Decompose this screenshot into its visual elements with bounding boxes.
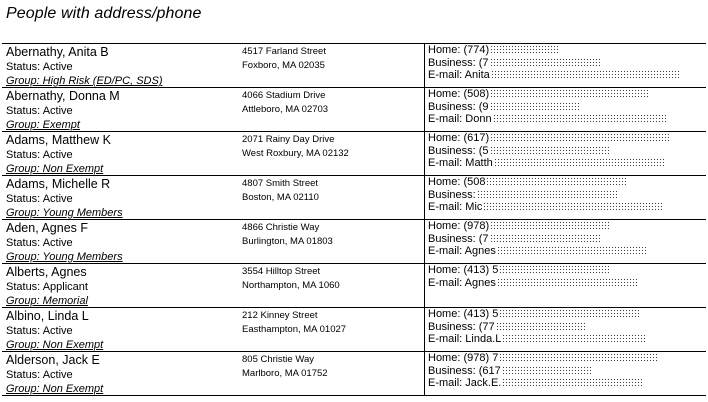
contact-line [428,101,707,114]
redacted-value [483,202,663,212]
person-contacts [424,44,707,87]
redacted-value [477,190,617,200]
person-address [242,177,422,205]
contact-list [425,44,707,82]
contact-label: Business: (7 [428,232,489,245]
address-line1: 212 Kinney Street [242,310,318,321]
contact-label: E-mail: Linda.L [428,333,502,346]
contact-line [428,88,707,101]
redacted-value [497,246,647,256]
contact-line [428,57,707,70]
redacted-value [490,89,650,99]
person-contacts [424,88,707,131]
redacted-value [499,309,639,319]
address-line2: Northampton, MA 1060 [242,280,340,291]
address-line2: Boston, MA 02110 [242,192,319,203]
redacted-value [499,265,609,275]
contact-label: Business: (5 [428,144,489,157]
contact-label: E-mail: Mic [428,201,483,214]
contact-line [428,377,707,390]
redacted-value [491,70,681,80]
person-info [6,133,236,176]
contact-label: Business: (617 [428,364,501,377]
contact-label: Home: (774) [428,44,490,57]
person-name: Abernathy, Anita B [6,45,109,59]
person-row [2,131,706,175]
contact-label: E-mail: Matth [428,157,493,170]
person-name: Aden, Agnes F [6,221,89,235]
person-info [6,45,236,88]
contact-list [425,88,707,126]
contact-list [425,220,707,258]
contact-line [428,233,707,246]
person-address [242,309,422,337]
person-name: Adams, Matthew K [6,133,111,147]
address-line1: 4866 Christie Way [242,222,320,233]
contact-label: Home: (508 [428,176,486,189]
person-group: Group: Non Exempt [6,339,104,351]
person-address [242,133,422,161]
person-group: Group: Young Members [6,251,123,263]
redacted-value [499,353,659,363]
contact-line [428,113,707,126]
person-name: Alberts, Agnes [6,265,87,279]
person-row [2,351,706,396]
address-line2: West Roxbury, MA 02132 [242,148,349,159]
contact-label: Home: (508) [428,88,490,101]
contact-line [428,308,707,321]
person-info [6,309,236,352]
contact-label: Home: (413) 5 [428,264,499,277]
person-address [242,45,422,73]
person-name: Alderson, Jack E [6,353,100,367]
contact-line [428,44,707,57]
person-group: Group: Young Members [6,207,123,219]
redacted-value [490,133,670,143]
redacted-value [486,177,626,187]
person-row [2,175,706,219]
contact-list [425,264,707,289]
contact-label: E-mail: Donn [428,113,492,126]
address-line1: 4066 Stadium Drive [242,90,326,101]
address-line1: 805 Christie Way [242,354,314,365]
person-status: Status: Active [6,61,73,73]
person-info [6,353,236,396]
redacted-value [493,114,668,124]
person-contacts [424,352,707,395]
person-info [6,265,236,308]
redacted-value [494,158,664,168]
person-group: Group: Exempt [6,119,80,131]
contact-line [428,69,707,82]
person-contacts [424,176,707,219]
address-line1: 4807 Smith Street [242,178,319,189]
contact-label: Home: (617) [428,132,490,145]
contact-line [428,220,707,233]
contact-label: Business: (77 [428,320,495,333]
person-contacts [424,308,707,351]
report-title: People with address/phone [6,5,202,22]
contact-label: Business: (9 [428,100,489,113]
person-status: Status: Active [6,237,73,249]
person-group: Group: High Risk (ED/PC, SDS) [6,75,163,87]
contact-line [428,201,707,214]
person-contacts [424,264,707,307]
contact-line [428,365,707,378]
contact-line [428,277,707,290]
person-info [6,177,236,220]
address-line2: Foxboro, MA 02035 [242,60,325,71]
person-status: Status: Active [6,193,73,205]
contact-line [428,333,707,346]
redacted-value [490,234,600,244]
redacted-value [497,278,637,288]
contact-line [428,157,707,170]
contact-label: Home: (978) 7 [428,352,499,365]
contact-label: Home: (978) [428,220,490,233]
contact-label: E-mail: Agnes [428,245,496,258]
contact-line [428,264,707,277]
person-info [6,89,236,132]
person-status: Status: Active [6,325,73,337]
redacted-value [490,146,610,156]
contact-label: E-mail: Jack.E. [428,377,502,390]
person-name: Abernathy, Donna M [6,89,120,103]
redacted-value [502,366,592,376]
address-line2: Attleboro, MA 02703 [242,104,329,115]
contact-line [428,176,707,189]
contact-line [428,352,707,365]
person-row [2,263,706,307]
address-line1: 4517 Farland Street [242,46,326,57]
person-row [2,219,706,263]
person-row [2,43,706,87]
contact-list [425,176,707,214]
person-status: Status: Active [6,149,73,161]
person-status: Status: Active [6,369,73,381]
contact-label: Business: [428,188,476,201]
address-line2: Marlboro, MA 01752 [242,368,328,379]
address-line1: 3554 Hilltop Street [242,266,321,277]
person-status: Status: Active [6,105,73,117]
contact-label: E-mail: Agnes [428,276,496,289]
contact-list [425,132,707,170]
people-list [2,43,706,396]
redacted-value [490,102,580,112]
redacted-value [490,221,610,231]
person-address [242,221,422,249]
address-line2: Burlington, MA 01803 [242,236,333,247]
contact-label: Business: (7 [428,56,489,69]
contact-label: Home: (413) 5 [428,308,499,321]
person-address [242,265,422,293]
person-row [2,307,706,351]
redacted-value [490,45,560,55]
person-address [242,353,422,381]
person-contacts [424,220,707,263]
contact-line [428,145,707,158]
address-line2: Easthampton, MA 01027 [242,324,347,335]
contact-list [425,352,707,390]
person-group: Group: Non Exempt [6,163,104,175]
person-name: Adams, Michelle R [6,177,111,191]
redacted-value [502,378,642,388]
person-row [2,87,706,131]
contact-list [425,308,707,346]
person-group: Group: Non Exempt [6,383,104,395]
contact-line [428,189,707,202]
redacted-value [502,334,647,344]
person-info [6,221,236,264]
person-group: Group: Memorial [6,295,88,307]
person-status: Status: Applicant [6,281,88,293]
contact-line [428,245,707,258]
person-contacts [424,132,707,175]
address-line1: 2071 Rainy Day Drive [242,134,335,145]
contact-line [428,132,707,145]
person-address [242,89,422,117]
redacted-value [496,322,586,332]
contact-label: E-mail: Anita [428,69,490,82]
contact-line [428,321,707,334]
person-name: Albino, Linda L [6,309,89,323]
redacted-value [490,58,600,68]
